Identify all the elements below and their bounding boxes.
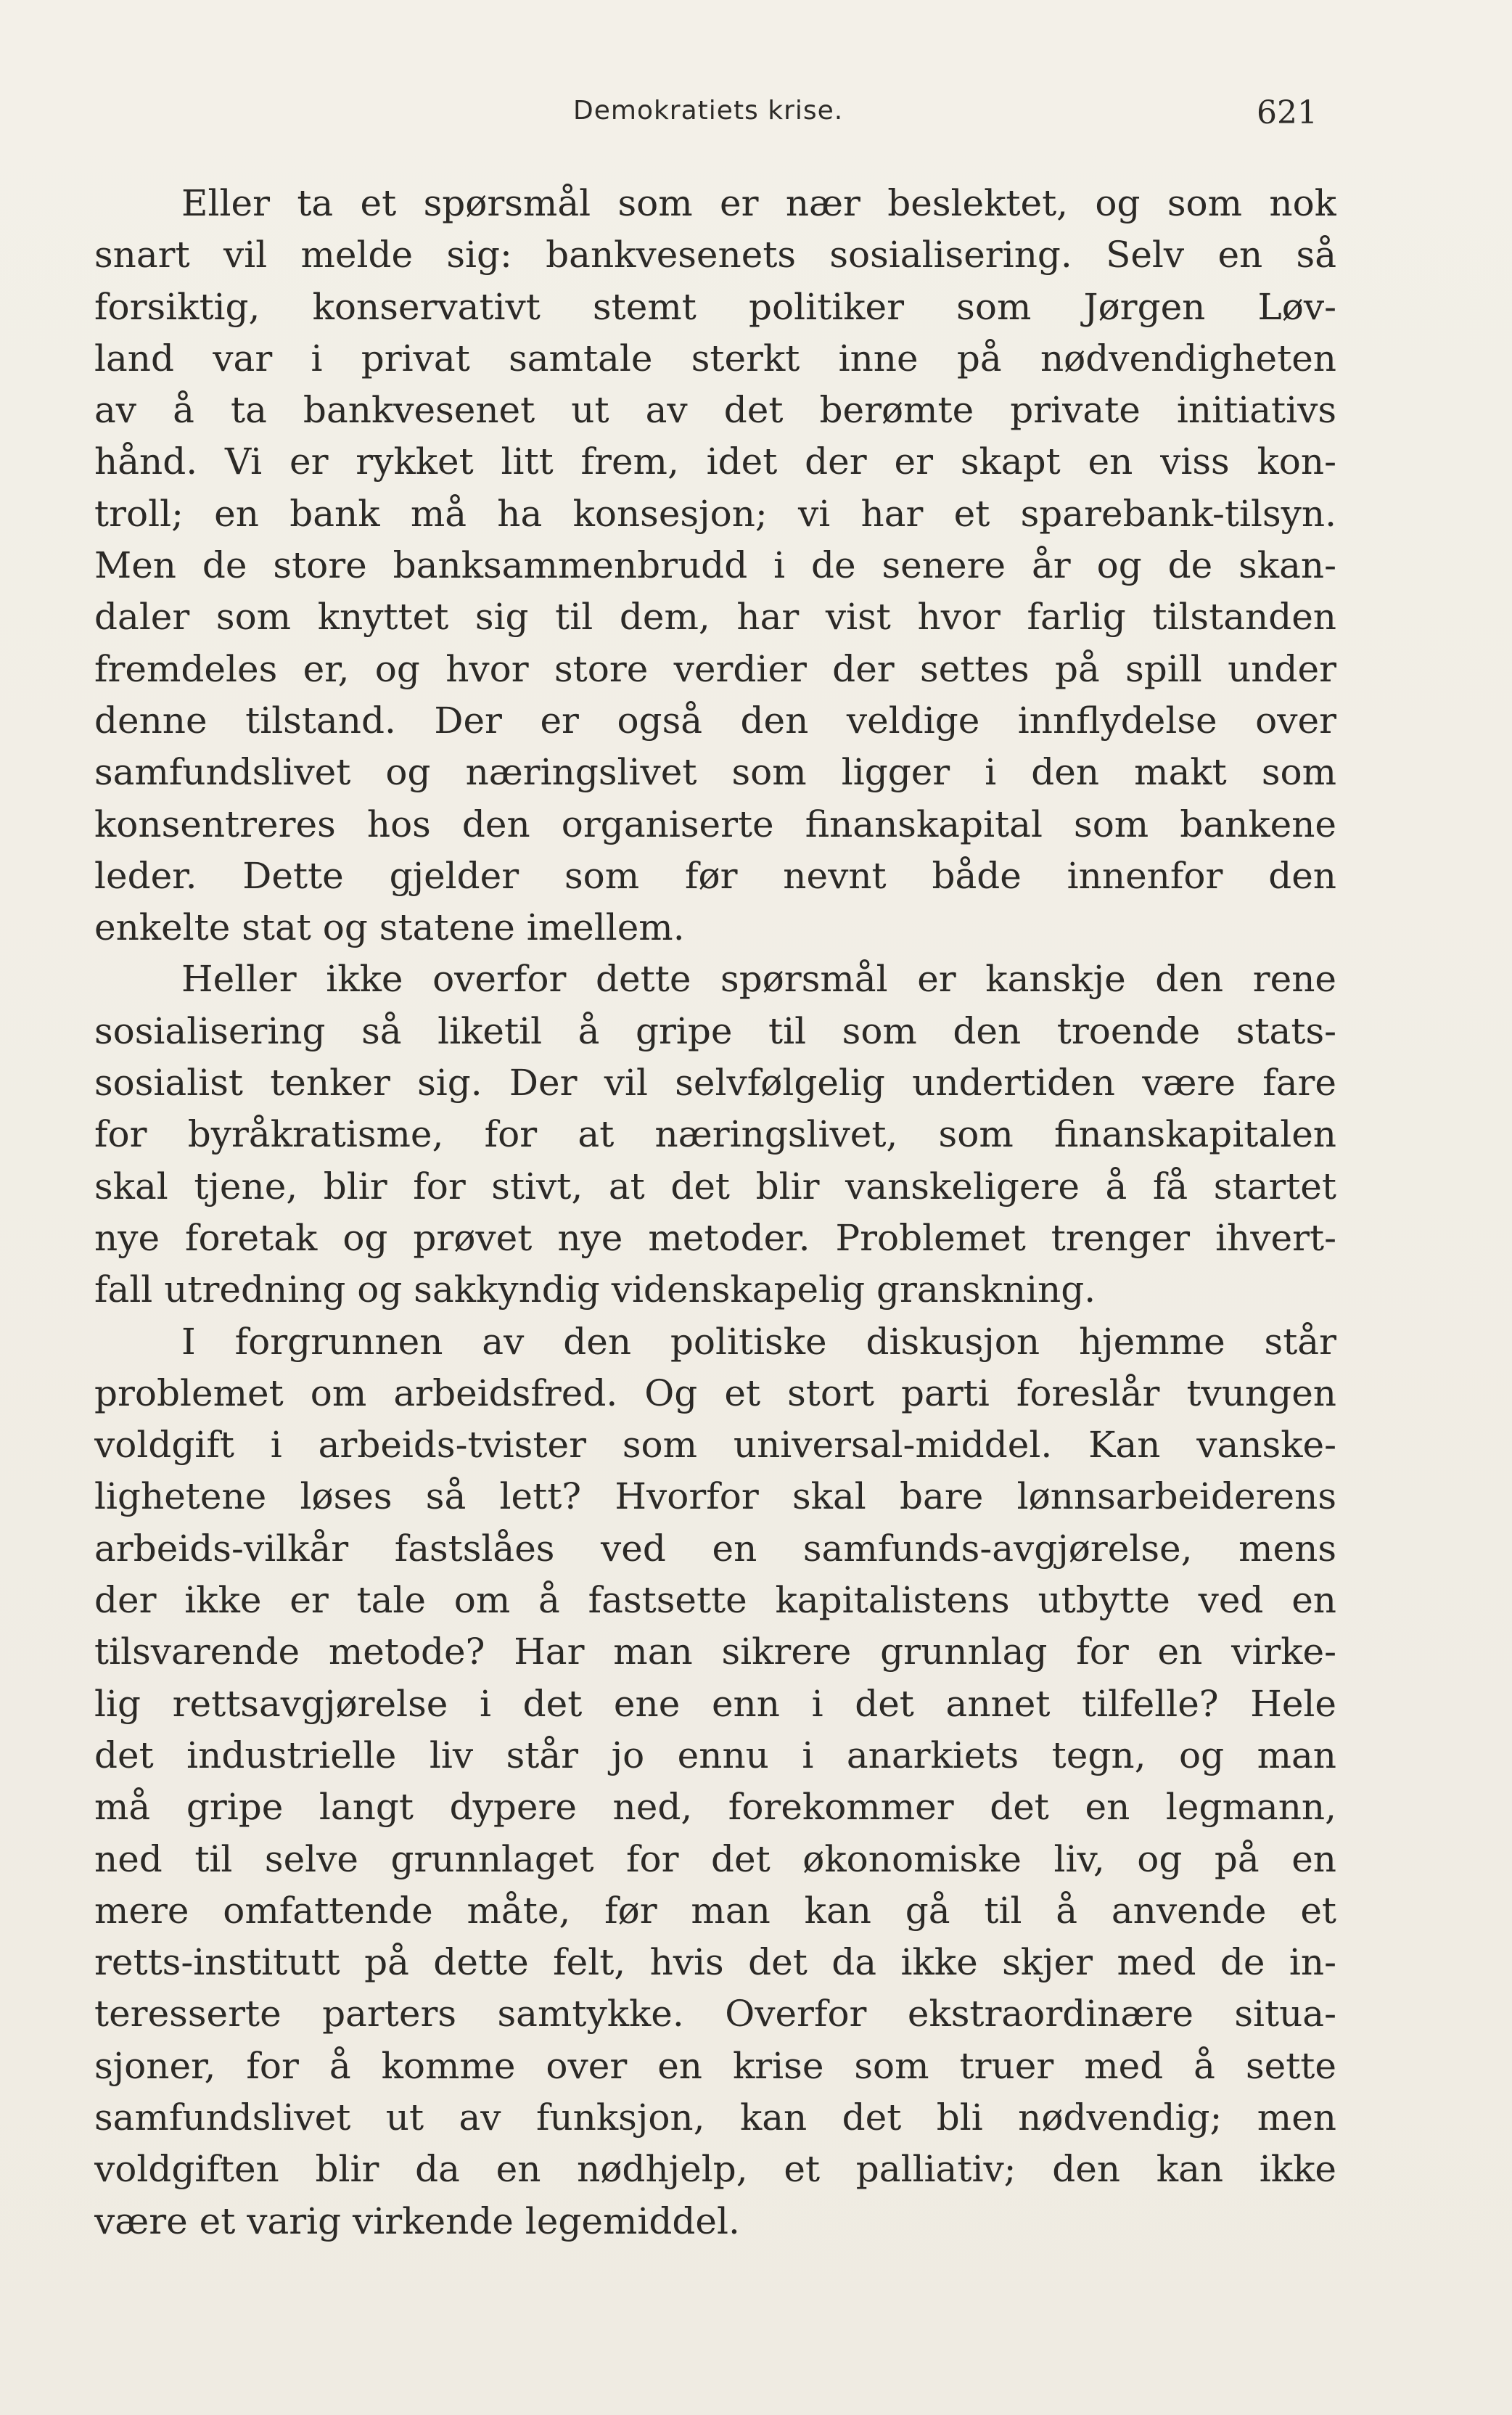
text-line: forsiktig, konservativt stemt politiker som Jørgen Løv- <box>94 285 1336 328</box>
text-line: skal tjene, blir for stivt, at det blir vanskeligere å få startet <box>94 1165 1336 1208</box>
text-line: Eller ta et spørsmål som er nær beslektet, og som nok <box>181 182 1336 224</box>
text-line: voldgiften blir da en nødhjelp, et palliativ; den kan ikke <box>94 2148 1336 2191</box>
text-line: troll; en bank må ha konsesjon; vi har et sparebank-tilsyn. <box>94 492 1336 535</box>
text-line: hånd. Vi er rykket litt frem, idet der er skapt en viss kon- <box>94 440 1336 483</box>
text-line: problemet om arbeidsfred. Og et stort parti foreslår tvungen <box>94 1371 1336 1414</box>
text-line: konsentreres hos den organiserte finanskapital som bankene <box>94 803 1336 845</box>
text-line: av å ta bankvesenet ut av det berømte private initiativs <box>94 389 1336 432</box>
text-line: mere omfattende måte, før man kan gå til å anvende et <box>94 1889 1336 1932</box>
text-line: fremdeles er, og hvor store verdier der settes på spill under <box>94 647 1336 690</box>
text-line: nye foretak og prøvet nye metoder. Problemet trenger ihvert- <box>94 1216 1336 1259</box>
text-line: samfundslivet ut av funksjon, kan det bli nødvendig; men <box>94 2096 1336 2139</box>
text-line: sjoner, for å komme over en krise som truer med å sette <box>94 2044 1336 2087</box>
text-line: lig rettsavgjørelse i det ene enn i det annet tilfelle? Hele <box>94 1682 1336 1725</box>
text-line: retts-institutt på dette felt, hvis det da ikke skjer med de in- <box>94 1941 1336 1984</box>
text-line: være et varig virkende legemiddel. <box>94 2199 740 2242</box>
text-line: Men de store banksammenbrudd i de senere år og de skan- <box>94 544 1336 587</box>
text-line: samfundslivet og næringslivet som ligger i den makt som <box>94 751 1336 794</box>
text-line: ned til selve grunnlaget for det økonomiske liv, og på en <box>94 1837 1336 1880</box>
text-line: sosialist tenker sig. Der vil selvfølgelig undertiden være fare <box>94 1062 1336 1104</box>
text-line: tilsvarende metode? Har man sikrere grunnlag for en virke- <box>94 1631 1336 1673</box>
text-line: det industrielle liv står jo ennu i anarkiets tegn, og man <box>94 1734 1336 1776</box>
body-text <box>94 178 1336 2247</box>
text-line: leder. Dette gjelder som før nevnt både innenfor den <box>94 854 1336 897</box>
text-line: denne tilstand. Der er også den veldige innflydelse over <box>94 699 1336 742</box>
text-line: fall utredning og sakkyndig videnskapelig granskning. <box>94 1268 1096 1311</box>
text-line: I forgrunnen av den politiske diskusjon hjemme står <box>181 1320 1336 1363</box>
running-head <box>0 93 1512 136</box>
text-line: snart vil melde sig: bankvesenets sosialisering. Selv en så <box>94 234 1336 276</box>
text-line: arbeids-vilkår fastslåes ved en samfunds-avgjørelse, mens <box>94 1527 1336 1570</box>
running-head-title: Demokratiets krise. <box>573 96 844 126</box>
text-line: lighetene løses så lett? Hvorfor skal bare lønnsarbeiderens <box>94 1475 1336 1518</box>
text-line: voldgift i arbeids-tvister som universal-middel. Kan vanske- <box>94 1424 1336 1467</box>
text-line: må gripe langt dypere ned, forekommer det en legmann, <box>94 1786 1336 1829</box>
text-line: der ikke er tale om å fastsette kapitalistens utbytte ved en <box>94 1579 1336 1622</box>
text-line: land var i privat samtale sterkt inne på nødvendigheten <box>94 337 1336 380</box>
text-line: teresserte parters samtykke. Overfor ekstraordinære situa- <box>94 1993 1336 2035</box>
text-line: for byråkratisme, for at næringslivet, som finanskapitalen <box>94 1113 1336 1156</box>
text-line: enkelte stat og statene imellem. <box>94 906 685 949</box>
text-line: daler som knyttet sig til dem, har vist hvor farlig tilstanden <box>94 596 1336 639</box>
text-line: sosialisering så liketil å gripe til som den troende stats- <box>94 1009 1336 1052</box>
page-number: 621 <box>1257 94 1318 131</box>
text-line: Heller ikke overfor dette spørsmål er kanskje den rene <box>181 958 1336 1001</box>
